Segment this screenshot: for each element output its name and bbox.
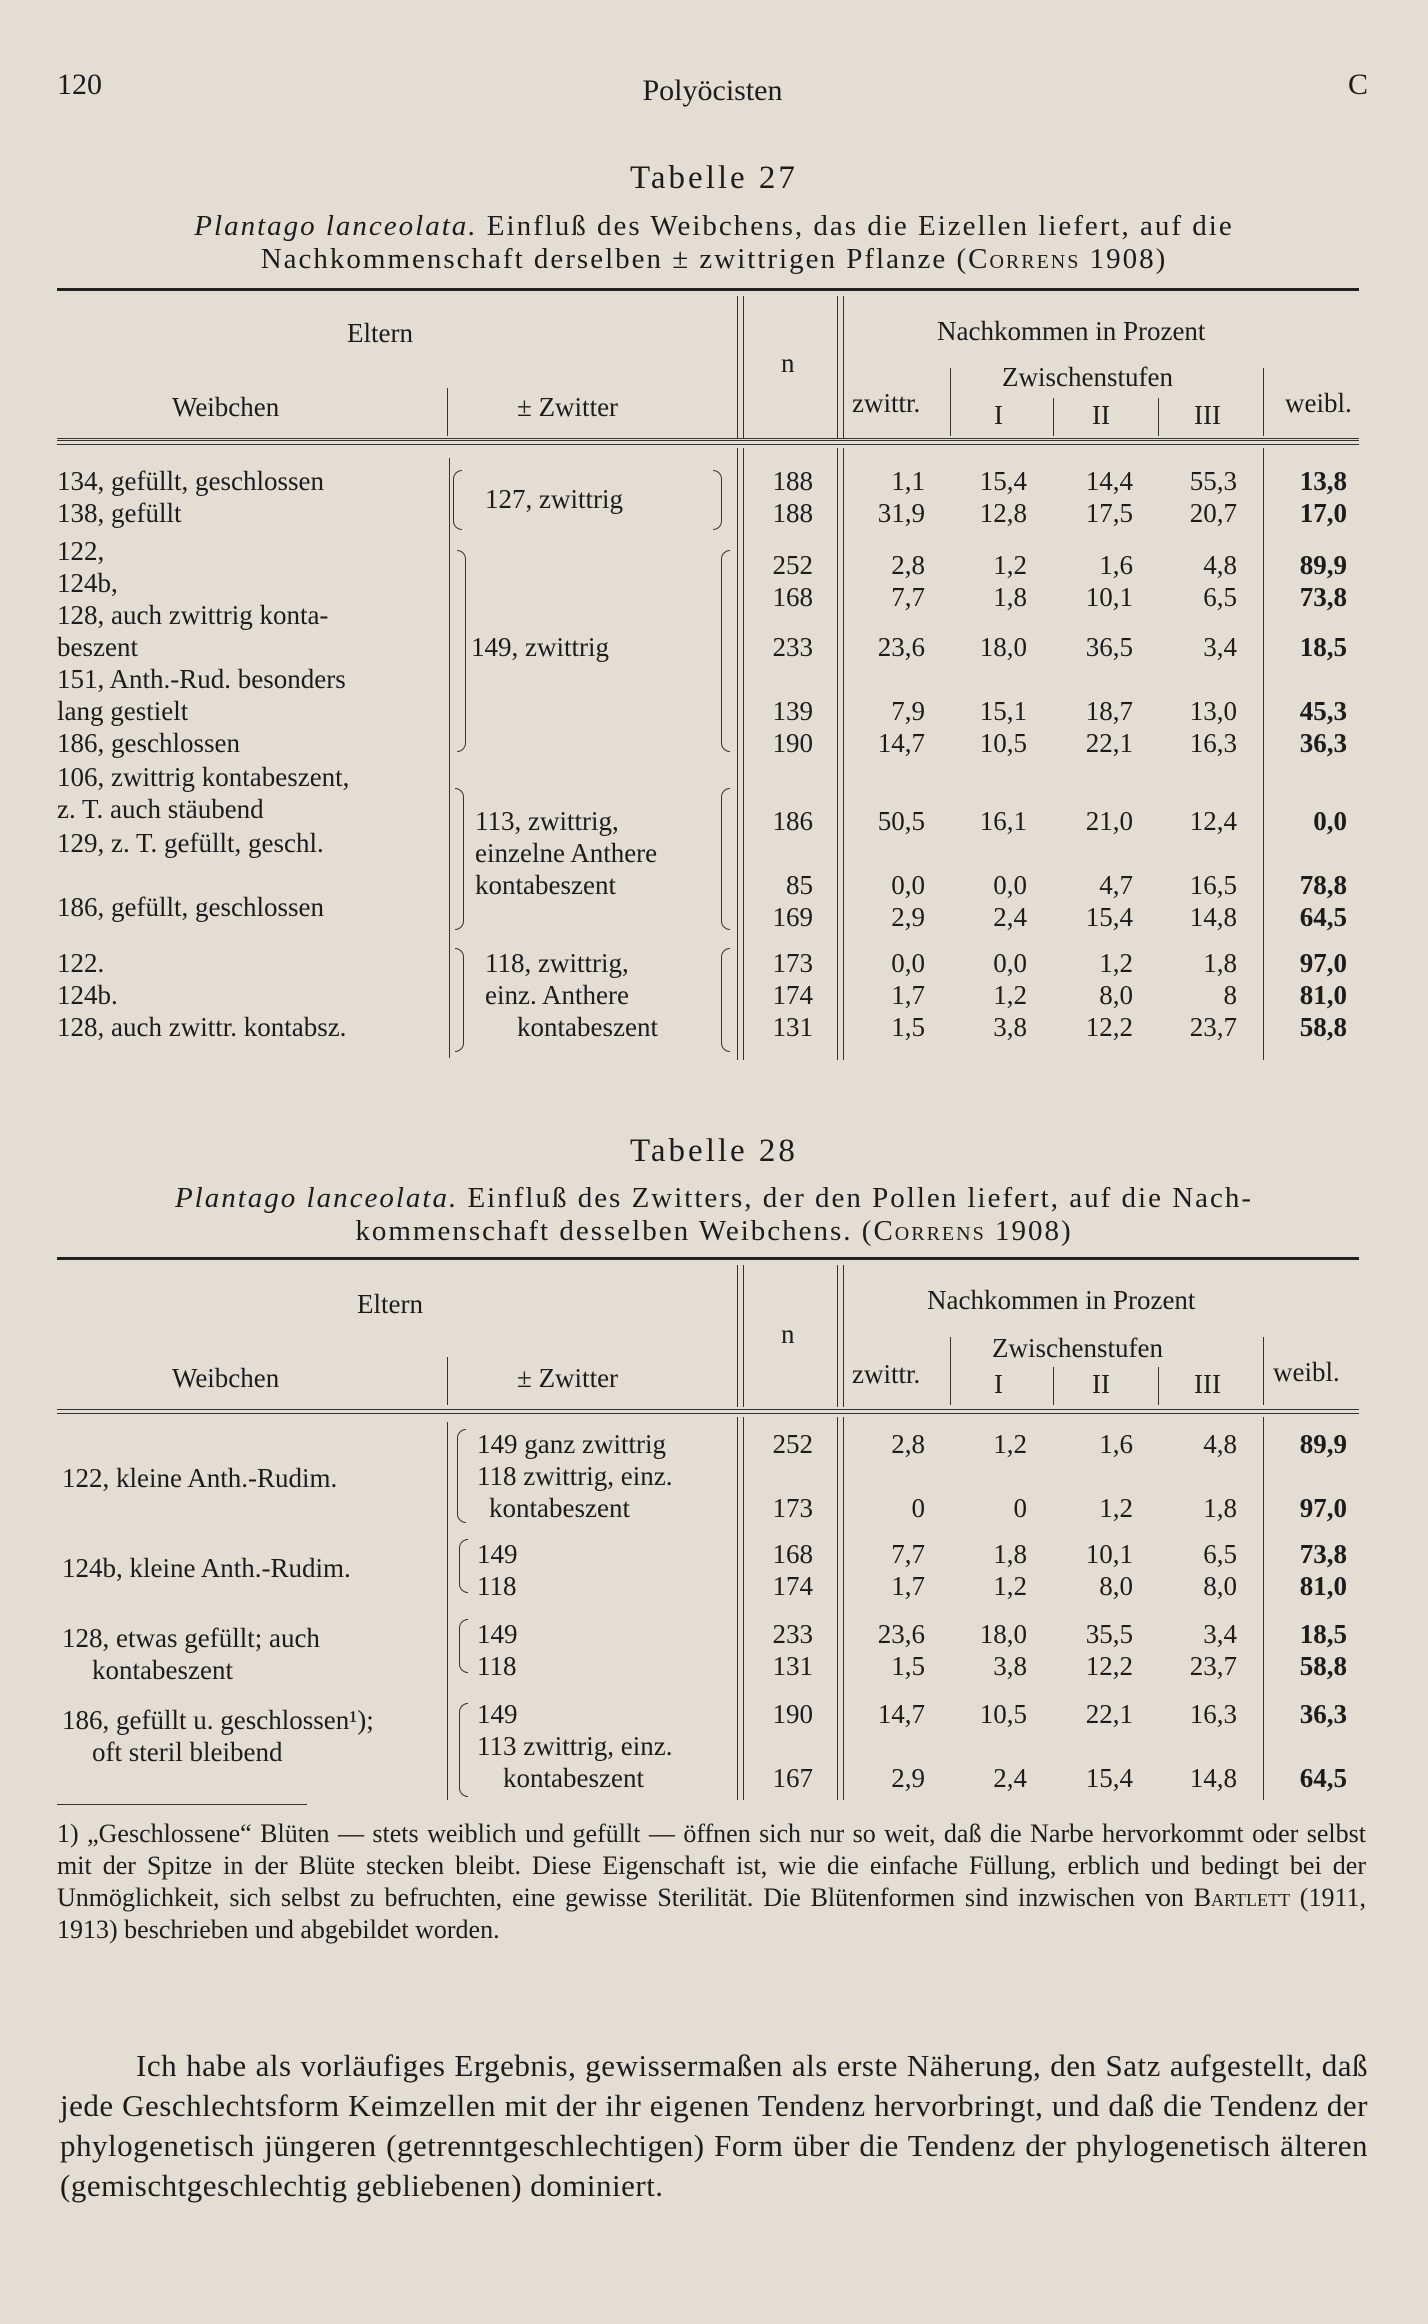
weibchen-line: z. T. auch stäubend [57,794,264,824]
col-weibchen: Weibchen [172,1363,280,1393]
value-weibl: 18,5 [1299,1619,1347,1649]
weibchen-line: 138, gefüllt [57,498,182,528]
value-iii: 16,5 [1189,870,1237,900]
value-zwittr: 2,9 [891,902,925,932]
value-iii: 13,0 [1189,696,1237,726]
table-27-caption [57,210,1371,276]
value-weibl: 0,0 [1313,806,1347,836]
weibchen-line: 122, [57,536,105,566]
value-ii: 10,1 [1085,582,1133,612]
weibchen-line: 124b, kleine Anth.-Rudim. [62,1553,351,1583]
col-i: I [994,1369,1003,1399]
value-i: 1,2 [993,550,1027,580]
value-i: 15,1 [979,696,1027,726]
value-iii: 3,4 [1203,1619,1237,1649]
value-zwittr: 0,0 [891,870,925,900]
value-weibl: 45,3 [1299,696,1347,726]
weibchen-line: 151, Anth.-Rud. besonders [57,664,346,694]
weibchen-line: 122, kleine Anth.-Rudim. [62,1463,338,1493]
value-ii: 1,6 [1099,1429,1133,1459]
value-ii: 22,1 [1085,1699,1133,1729]
caption-text: Einfluß des Weibchens, das die Eizellen liefert, auf die [477,210,1234,242]
value-i: 1,2 [993,1571,1027,1601]
zwitter-line: 149 [477,1699,518,1729]
value-i: 0 [1013,1493,1027,1523]
caption-author: Correns [873,1215,986,1247]
caption-year: 1908) [1080,243,1168,275]
value-iii: 23,7 [1189,1012,1237,1042]
value-i: 18,0 [979,632,1027,662]
value-weibl: 17,0 [1299,498,1347,528]
value-i: 3,8 [993,1012,1027,1042]
value-weibl: 97,0 [1299,1493,1347,1523]
footnote-text: 1) „Geschlossene“ Blüten — stets weiblich und gefüllt — öffnen sich nur so weit, daß die Narbe hervorkommt oder selbst mit der Spitze in der Blüte stecken bleibt. Diese Eigenschaft ist, wie die einfache Füllung, erblich und bedingt bei der Unmöglichkeit, sich selbst zu befruchten, eine gewisse Sterilität. Die Blütenformen sind inzwischen von [57,1819,1366,1912]
value-zwittr: 1,7 [891,980,925,1010]
weibchen-line: 129, z. T. gefüllt, geschl. [57,828,324,858]
value-ii: 21,0 [1085,806,1133,836]
weibchen-line: beszent [57,632,138,662]
zwitter-line: kontabeszent [503,1763,644,1793]
weibchen-line: 134, gefüllt, geschlossen [57,466,324,496]
weibchen-line: 128, auch zwittr. kontabsz. [57,1012,347,1042]
value-ii: 10,1 [1085,1539,1133,1569]
caption-species: Plantago lanceolata. [174,1182,459,1214]
weibchen-line: 186, gefüllt, geschlossen [57,892,324,922]
zwitter-line: 127, zwittrig [485,484,623,514]
col-zwitter: ± Zwitter [517,1363,619,1393]
value-n: 167 [772,1763,813,1793]
weibchen-line: 124b. [57,980,118,1010]
zwitter-line: 113 zwittrig, einz. [477,1731,673,1761]
value-zwittr: 2,9 [891,1763,925,1793]
value-i: 0,0 [993,948,1027,978]
value-i: 15,4 [979,466,1027,496]
caption-text-2: kommenschaft desselben Weibchens. ( [355,1215,874,1247]
col-ii: II [1092,1369,1110,1399]
value-iii: 6,5 [1203,1539,1237,1569]
value-n: 173 [772,948,813,978]
value-n: 252 [772,1429,813,1459]
col-i: I [994,400,1003,430]
table-28-caption [57,1182,1371,1248]
col-zwittr: zwittr. [852,388,921,418]
value-weibl: 78,8 [1299,870,1347,900]
footnote [57,1818,1366,1946]
value-iii: 14,8 [1189,902,1237,932]
value-zwittr: 23,6 [877,632,925,662]
col-zwittr: zwittr. [852,1359,921,1389]
caption-text-2: Nachkommenschaft derselben ± zwittrigen Pflanze ( [260,243,969,275]
value-iii: 23,7 [1189,1651,1237,1681]
weibchen-line: 128, etwas gefüllt; auch [62,1623,320,1653]
value-n: 131 [772,1651,813,1681]
page-number: 120 [57,68,102,101]
value-iii: 1,8 [1203,948,1237,978]
zwitter-line: kontabeszent [517,1012,658,1042]
running-header [57,68,1368,112]
value-iii: 16,3 [1189,1699,1237,1729]
value-zwittr: 1,5 [891,1651,925,1681]
value-i: 1,2 [993,1429,1027,1459]
weibchen-line: kontabeszent [92,1655,233,1685]
footnote-author: Bartlett [1193,1883,1290,1912]
value-i: 12,8 [979,498,1027,528]
value-n: 174 [772,980,813,1010]
value-weibl: 81,0 [1299,980,1347,1010]
value-iii: 6,5 [1203,582,1237,612]
value-zwittr: 2,8 [891,550,925,580]
value-i: 2,4 [993,1763,1027,1793]
value-n: 188 [772,466,813,496]
value-iii: 8 [1223,980,1237,1010]
value-iii: 16,3 [1189,728,1237,758]
zwitter-line: 118 [477,1651,517,1681]
value-n: 233 [772,632,813,662]
value-zwittr: 14,7 [877,728,925,758]
value-i: 16,1 [979,806,1027,836]
zwitter-line: einz. Anthere [485,980,629,1010]
value-ii: 1,6 [1099,550,1133,580]
value-zwittr: 1,5 [891,1012,925,1042]
table-28 [57,1257,1359,1805]
value-ii: 35,5 [1085,1619,1133,1649]
value-weibl: 36,3 [1299,728,1347,758]
table-28-title: Tabelle 28 [630,1133,798,1169]
value-ii: 12,2 [1085,1651,1133,1681]
caption-author: Correns [968,243,1081,275]
value-n: 188 [772,498,813,528]
table-27-title: Tabelle 27 [630,160,798,196]
value-n: 85 [786,870,813,900]
value-n: 139 [772,696,813,726]
value-n: 169 [772,902,813,932]
value-weibl: 58,8 [1299,1012,1347,1042]
value-ii: 4,7 [1099,870,1133,900]
value-i: 10,5 [979,1699,1027,1729]
zwitter-line: 118, zwittrig, [485,948,629,978]
col-ii: II [1092,400,1110,430]
col-iii: III [1194,1369,1221,1399]
value-ii: 1,2 [1099,948,1133,978]
value-i: 1,8 [993,1539,1027,1569]
zwitter-line: kontabeszent [475,870,616,900]
zwitter-line: 149 [477,1539,518,1569]
value-zwittr: 23,6 [877,1619,925,1649]
value-i: 2,4 [993,902,1027,932]
col-zwitter: ± Zwitter [517,392,619,422]
value-zwittr: 0 [911,1493,925,1523]
value-weibl: 89,9 [1299,550,1347,580]
value-iii: 4,8 [1203,550,1237,580]
value-zwittr: 2,8 [891,1429,925,1459]
zwitter-line: 149 ganz zwittrig [477,1429,666,1459]
weibchen-line: 186, geschlossen [57,728,240,758]
value-zwittr: 1,7 [891,1571,925,1601]
col-eltern: Eltern [347,318,413,348]
value-n: 168 [772,582,813,612]
value-zwittr: 7,9 [891,696,925,726]
value-weibl: 58,8 [1299,1651,1347,1681]
value-weibl: 13,8 [1299,466,1347,496]
value-n: 174 [772,1571,813,1601]
caption-text: Einfluß des Zwitters, der den Pollen liefert, auf die Nach- [458,1182,1254,1214]
col-n: n [781,1319,795,1349]
value-weibl: 64,5 [1299,1763,1347,1793]
col-zwischenstufen: Zwischenstufen [1002,362,1173,392]
col-zwischenstufen: Zwischenstufen [992,1333,1163,1363]
value-zwittr: 14,7 [877,1699,925,1729]
value-iii: 55,3 [1189,466,1237,496]
value-ii: 12,2 [1085,1012,1133,1042]
running-title: Polyöcisten [642,74,783,107]
value-weibl: 89,9 [1299,1429,1347,1459]
value-iii: 4,8 [1203,1429,1237,1459]
value-ii: 8,0 [1099,1571,1133,1601]
value-i: 1,8 [993,582,1027,612]
weibchen-line: 106, zwittrig kontabeszent, [57,762,350,792]
col-nachkommen: Nachkommen in Prozent [937,316,1206,346]
col-eltern: Eltern [357,1289,423,1319]
weibchen-line: 122. [57,948,105,978]
value-weibl: 81,0 [1299,1571,1347,1601]
value-n: 252 [772,550,813,580]
col-n: n [781,348,795,378]
weibchen-line: 128, auch zwittrig konta- [57,600,329,630]
footnote-end: (1911, 1913) beschrieben und abgebildet worden. [57,1883,1366,1944]
value-ii: 17,5 [1085,498,1133,528]
value-zwittr: 31,9 [877,498,925,528]
value-ii: 18,7 [1085,696,1133,726]
caption-year: 1908) [985,1215,1073,1247]
value-ii: 15,4 [1085,1763,1133,1793]
value-i: 0,0 [993,870,1027,900]
value-weibl: 36,3 [1299,1699,1347,1729]
value-iii: 20,7 [1189,498,1237,528]
value-n: 233 [772,1619,813,1649]
value-weibl: 73,8 [1299,582,1347,612]
value-weibl: 18,5 [1299,632,1347,662]
value-ii: 15,4 [1085,902,1133,932]
weibchen-line: 186, gefüllt u. geschlossen¹); [62,1705,374,1735]
value-n: 186 [772,806,813,836]
value-zwittr: 1,1 [891,466,925,496]
value-i: 10,5 [979,728,1027,758]
value-n: 131 [772,1012,813,1042]
caption-species: Plantago lanceolata. [194,210,478,242]
value-ii: 8,0 [1099,980,1133,1010]
value-i: 3,8 [993,1651,1027,1681]
zwitter-line: 118 [477,1571,517,1601]
value-zwittr: 7,7 [891,1539,925,1569]
col-weibchen: Weibchen [172,392,280,422]
value-n: 173 [772,1493,813,1523]
value-iii: 3,4 [1203,632,1237,662]
value-iii: 12,4 [1189,806,1237,836]
value-i: 1,2 [993,980,1027,1010]
zwitter-line: 149 [477,1619,518,1649]
value-iii: 14,8 [1189,1763,1237,1793]
zwitter-line: 118 zwittrig, einz. [477,1461,673,1491]
value-ii: 1,2 [1099,1493,1133,1523]
weibchen-line: oft steril bleibend [92,1737,283,1767]
zwitter-line: 113, zwittrig, [475,806,619,836]
value-weibl: 64,5 [1299,902,1347,932]
signature-mark: C [1347,68,1368,101]
value-i: 18,0 [979,1619,1027,1649]
value-iii: 1,8 [1203,1493,1237,1523]
col-nachkommen: Nachkommen in Prozent [927,1285,1196,1315]
value-ii: 22,1 [1085,728,1133,758]
value-weibl: 97,0 [1299,948,1347,978]
table-27 [57,288,1359,1078]
weibchen-line: lang gestielt [57,696,189,726]
value-zwittr: 50,5 [877,806,925,836]
value-n: 168 [772,1539,813,1569]
value-zwittr: 7,7 [891,582,925,612]
body-paragraph: Ich habe als vorläufiges Ergebnis, gewissermaßen als erste Näherung, den Satz aufgestellt, daß jede Geschlechtsform Keimzellen mit der ihr eigenen Tendenz hervorbringt, und daß die Tendenz der phylogenetisch jüngeren (getrenntgeschlechtigen) Form über die Tendenz der phylogenetisch älteren (gemischtgeschlechtig gebliebenen) dominiert. [60,2048,1368,2203]
value-n: 190 [772,728,813,758]
col-weibl: weibl. [1273,1357,1340,1387]
zwitter-line: 149, zwittrig [471,632,609,662]
zwitter-line: kontabeszent [489,1493,630,1523]
value-weibl: 73,8 [1299,1539,1347,1569]
value-iii: 8,0 [1203,1571,1237,1601]
col-weibl: weibl. [1285,388,1352,418]
value-ii: 14,4 [1085,466,1133,496]
zwitter-line: einzelne Anthere [475,838,658,868]
value-n: 190 [772,1699,813,1729]
col-iii: III [1194,400,1221,430]
weibchen-line: 124b, [57,568,118,598]
value-ii: 36,5 [1085,632,1133,662]
value-zwittr: 0,0 [891,948,925,978]
